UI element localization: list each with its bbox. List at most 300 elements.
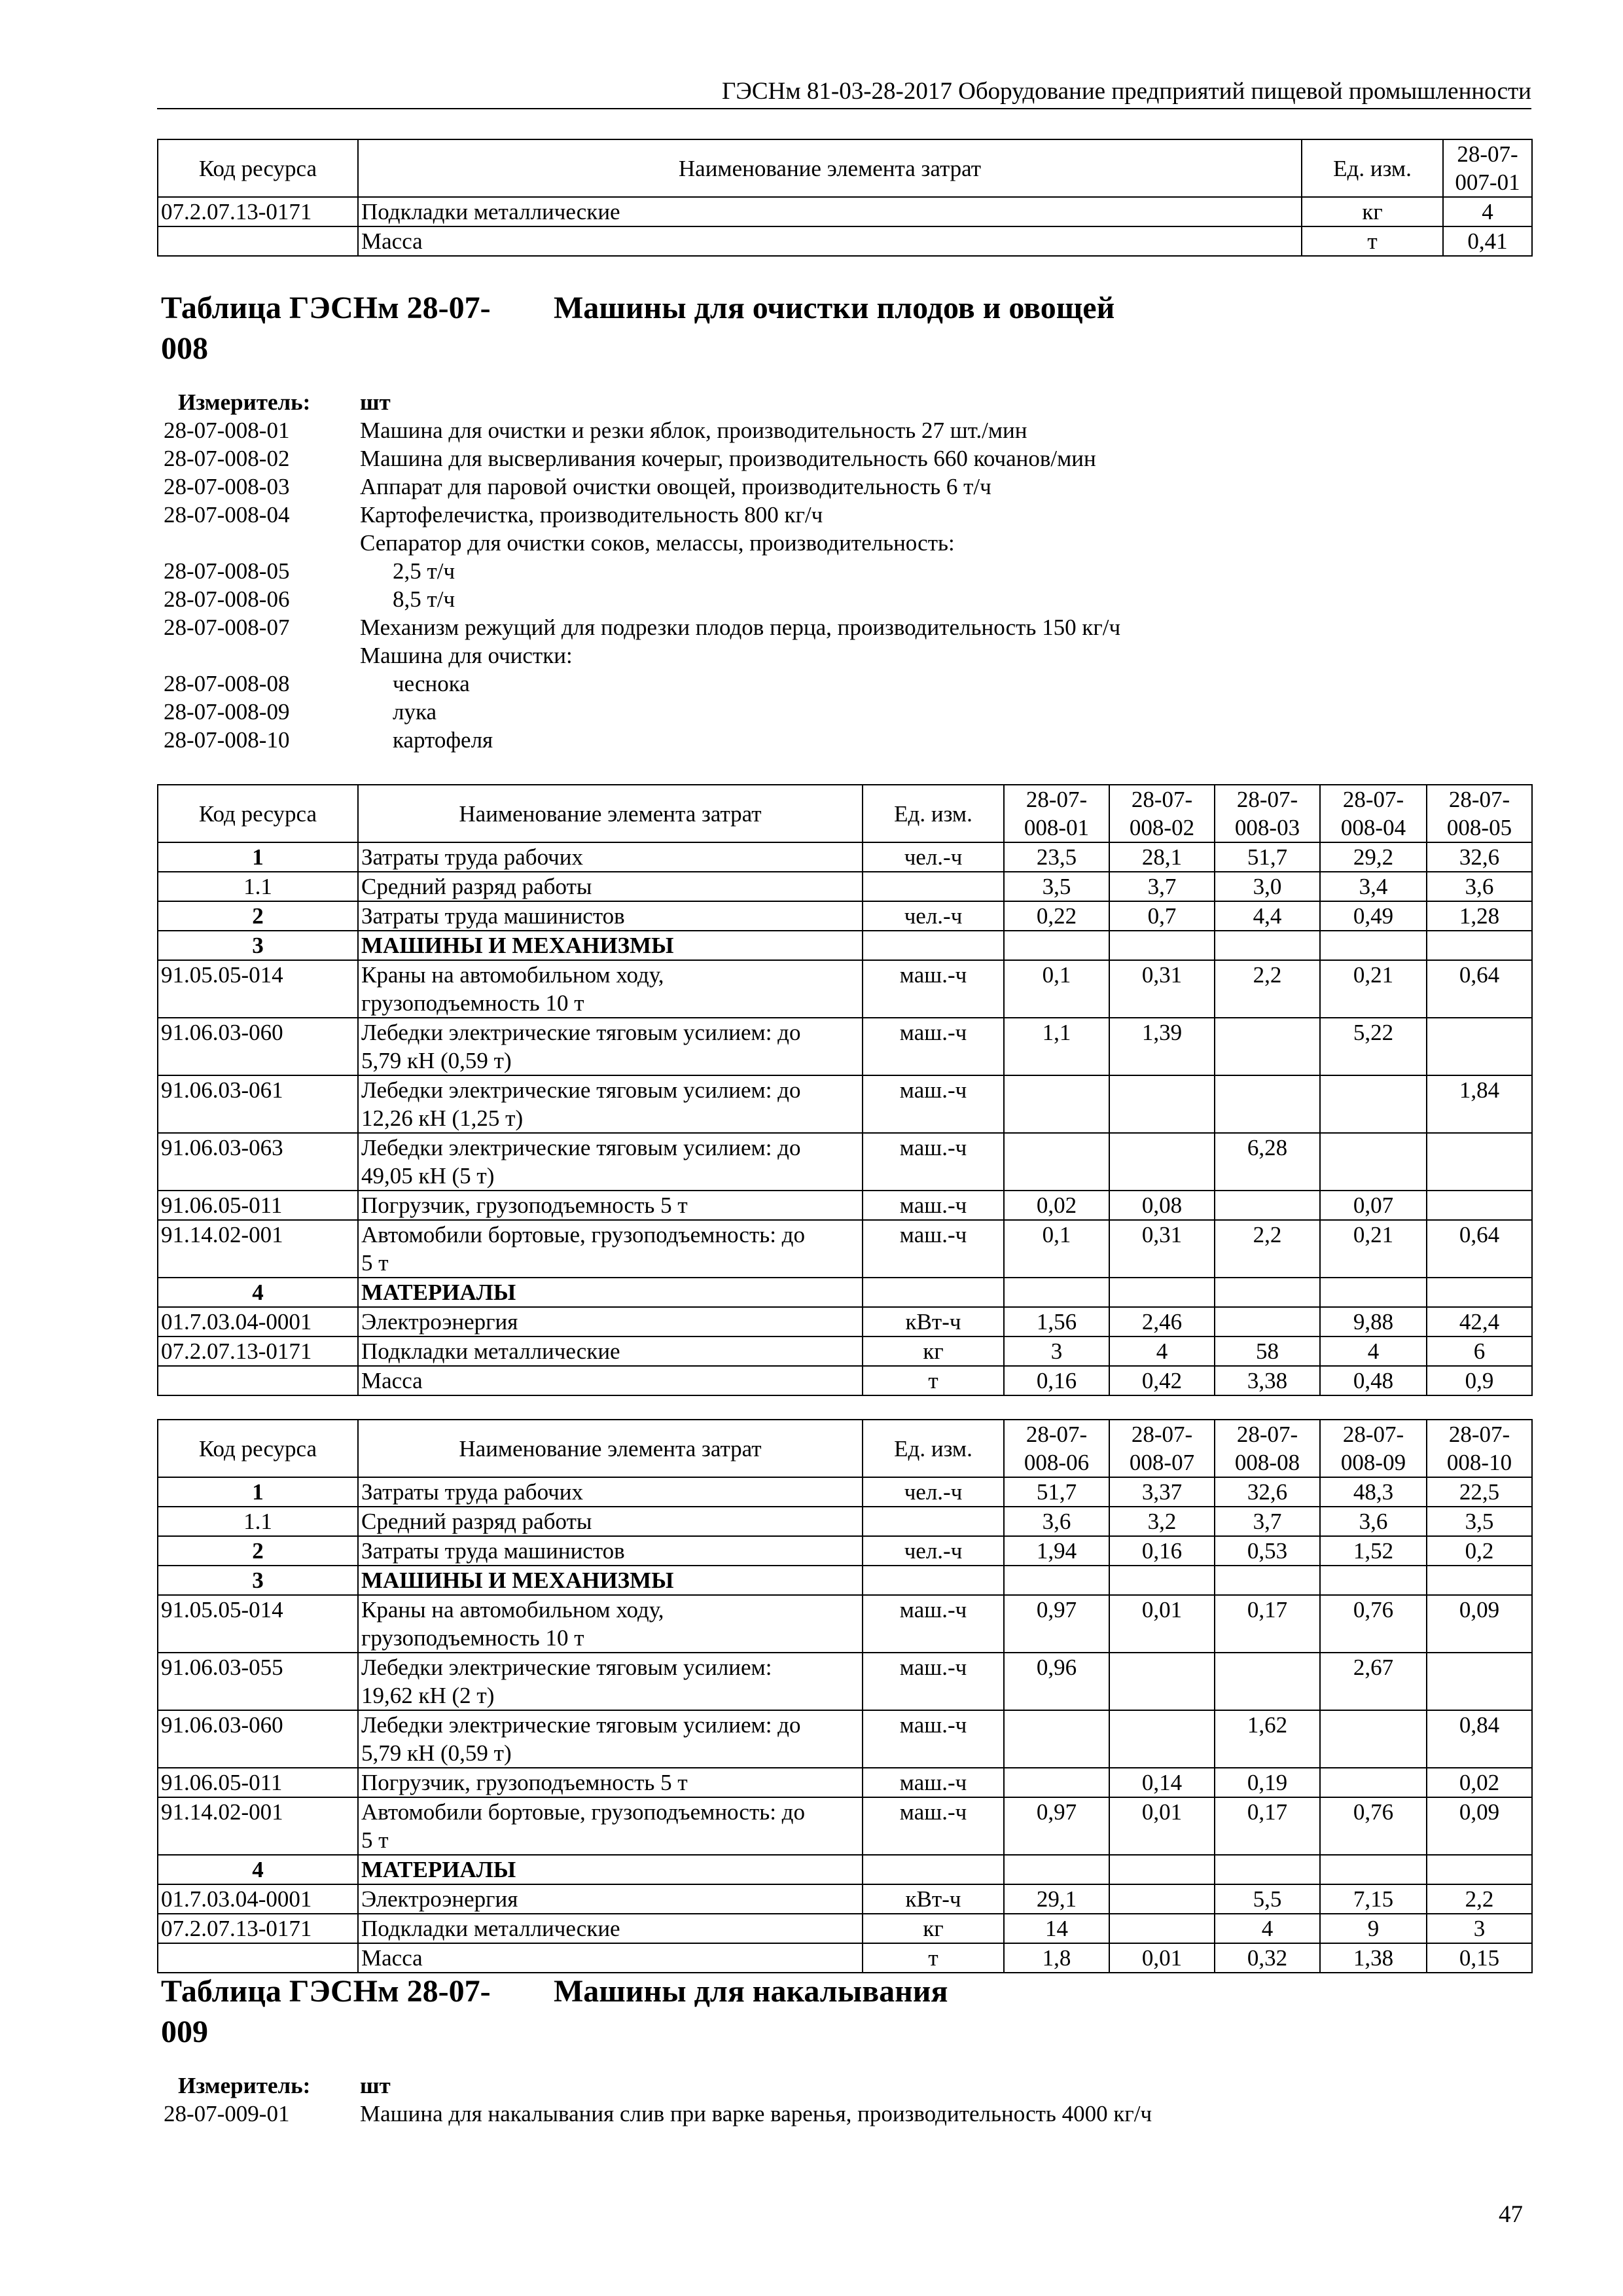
row-code: 91.06.03-060 xyxy=(158,1018,358,1075)
norm-description: лука xyxy=(393,699,437,725)
row-value: 6 xyxy=(1427,1336,1532,1366)
row-unit: чел.-ч xyxy=(863,842,1004,872)
row-value: 0,48 xyxy=(1320,1366,1427,1395)
row-unit: чел.-ч xyxy=(863,1477,1004,1507)
row-value: 3,37 xyxy=(1109,1477,1215,1507)
row-value: 0,22 xyxy=(1004,901,1109,931)
row-value: 3,38 xyxy=(1215,1366,1320,1395)
row-value xyxy=(1427,1653,1532,1710)
row-unit xyxy=(863,1278,1004,1307)
row-value: 0,17 xyxy=(1215,1797,1320,1855)
row-name-line: 5,79 кН (0,59 т) xyxy=(361,1048,512,1073)
norm-description: 8,5 т/ч xyxy=(393,586,455,612)
row-value: 0,01 xyxy=(1109,1943,1215,1973)
row-value: 0,64 xyxy=(1427,960,1532,1018)
row-value: 0,97 xyxy=(1004,1595,1109,1653)
row-value: 0,19 xyxy=(1215,1768,1320,1797)
row-name-line: Лебедки электрические тяговым усилием: до xyxy=(361,1077,801,1103)
row-value: 2,67 xyxy=(1320,1653,1427,1710)
row-name-line: грузоподъемность 10 т xyxy=(361,990,584,1016)
row-unit xyxy=(863,1566,1004,1595)
row-value xyxy=(1215,1075,1320,1133)
row-value: 0,41 xyxy=(1443,226,1532,256)
row-value xyxy=(1215,931,1320,960)
row-name-line: Затраты труда машинистов xyxy=(361,903,625,929)
header-code: Код ресурса xyxy=(158,139,358,197)
row-value: 3,5 xyxy=(1427,1507,1532,1536)
row-value: 0,76 xyxy=(1320,1595,1427,1653)
row-unit: кг xyxy=(1302,197,1443,226)
row-name xyxy=(358,1133,863,1191)
header-norm-line: 28-07- xyxy=(1131,1422,1193,1447)
row-value xyxy=(1004,1768,1109,1797)
row-name xyxy=(358,1653,863,1710)
row-value: 6,28 xyxy=(1215,1133,1320,1191)
row-value xyxy=(1109,1278,1215,1307)
row-unit: маш.-ч xyxy=(863,960,1004,1018)
row-unit: кг xyxy=(863,1914,1004,1943)
row-unit: кВт-ч xyxy=(863,1884,1004,1914)
row-code: 1 xyxy=(158,842,358,872)
table-row xyxy=(158,1220,1532,1278)
row-value: 2,46 xyxy=(1109,1307,1215,1336)
row-name-line: 5 т xyxy=(361,1827,389,1853)
row-value xyxy=(1109,1855,1215,1884)
row-code: 1 xyxy=(158,1477,358,1507)
row-code: 07.2.07.13-0171 xyxy=(158,197,358,226)
row-value: 0,16 xyxy=(1109,1536,1215,1566)
row-value: 3,6 xyxy=(1320,1507,1427,1536)
table-row xyxy=(158,931,1532,960)
row-value: 4 xyxy=(1109,1336,1215,1366)
table-row xyxy=(158,872,1532,901)
row-name xyxy=(358,1914,863,1943)
norm-description: картофеля xyxy=(393,727,493,753)
norm-description: чеснока xyxy=(393,671,470,696)
table-row xyxy=(158,1710,1532,1768)
row-value: 0,84 xyxy=(1427,1710,1532,1768)
norm-code: 28-07-008-04 xyxy=(164,502,290,528)
table-header-row xyxy=(158,785,1532,842)
row-name-line: Лебедки электрические тяговым усилием: xyxy=(361,1655,772,1680)
row-value: 0,02 xyxy=(1004,1191,1109,1220)
row-value: 9,88 xyxy=(1320,1307,1427,1336)
row-value: 48,3 xyxy=(1320,1477,1427,1507)
row-value: 29,2 xyxy=(1320,842,1427,872)
row-unit: маш.-ч xyxy=(863,1653,1004,1710)
unit-value: шт xyxy=(360,2073,391,2098)
row-code xyxy=(158,1366,358,1395)
row-code: 91.06.03-063 xyxy=(158,1133,358,1191)
row-value xyxy=(1004,1566,1109,1595)
row-name-line: Затраты труда рабочих xyxy=(361,1479,583,1505)
header-norm-column xyxy=(1109,1420,1215,1477)
row-name-line: Краны на автомобильном ходу, xyxy=(361,962,664,988)
unit-value: шт xyxy=(360,389,391,415)
norm-description: Машина для высверливания кочерыг, производительность 660 кочанов/мин xyxy=(360,446,1096,471)
row-value xyxy=(1320,1855,1427,1884)
row-code: 91.05.05-014 xyxy=(158,960,358,1018)
norm-code: 28-07-008-05 xyxy=(164,558,290,584)
row-code: 3 xyxy=(158,931,358,960)
row-name xyxy=(358,1566,863,1595)
row-unit: чел.-ч xyxy=(863,901,1004,931)
row-value: 9 xyxy=(1320,1914,1427,1943)
row-value: 14 xyxy=(1004,1914,1109,1943)
header-unit: Ед. изм. xyxy=(863,785,1004,842)
row-name-line: МАТЕРИАЛЫ xyxy=(361,1857,516,1882)
norm-description: Механизм режущий для подрезки плодов перца, производительность 150 кг/ч xyxy=(360,615,1121,640)
row-value xyxy=(1320,1710,1427,1768)
row-name xyxy=(358,1884,863,1914)
row-value: 0,2 xyxy=(1427,1536,1532,1566)
row-name-line: 5 т xyxy=(361,1250,389,1276)
row-value xyxy=(1004,1133,1109,1191)
row-code xyxy=(158,226,358,256)
row-code: 4 xyxy=(158,1855,358,1884)
row-value: 3,7 xyxy=(1215,1507,1320,1536)
row-value: 0,07 xyxy=(1320,1191,1427,1220)
row-value xyxy=(1427,1018,1532,1075)
header-norm-line: 008-02 xyxy=(1129,815,1195,840)
row-name-line: Затраты труда рабочих xyxy=(361,844,583,870)
header-norm-line: 008-07 xyxy=(1129,1450,1195,1475)
table-row xyxy=(158,1884,1532,1914)
resource-table-a xyxy=(157,784,1533,1396)
row-code: 2 xyxy=(158,901,358,931)
norm-code: 28-07-008-06 xyxy=(164,586,290,612)
norm-code: 28-07-008-03 xyxy=(164,474,290,499)
header-name: Наименование элемента затрат xyxy=(358,785,863,842)
resource-table-b xyxy=(157,1419,1533,1973)
row-value: 42,4 xyxy=(1427,1307,1532,1336)
table-row xyxy=(158,1477,1532,1507)
running-header: ГЭСНм 81-03-28-2017 Оборудование предприятий пищевой промышленности xyxy=(722,78,1531,105)
row-name-line: Масса xyxy=(361,1368,423,1393)
row-name xyxy=(358,1855,863,1884)
row-value: 0,16 xyxy=(1004,1366,1109,1395)
row-code: 2 xyxy=(158,1536,358,1566)
section-title-008 xyxy=(161,288,1115,369)
row-value xyxy=(1215,1653,1320,1710)
header-norm-column xyxy=(1004,1420,1109,1477)
row-value: 1,94 xyxy=(1004,1536,1109,1566)
row-name xyxy=(358,872,863,901)
header-unit: Ед. изм. xyxy=(1302,139,1443,197)
norm-description: 2,5 т/ч xyxy=(393,558,455,584)
row-name xyxy=(358,1278,863,1307)
row-value: 32,6 xyxy=(1427,842,1532,872)
row-value xyxy=(1109,1914,1215,1943)
norm-code: 28-07-008-07 xyxy=(164,615,290,640)
section-title-number: 009 xyxy=(161,2015,208,2049)
row-unit: маш.-ч xyxy=(863,1191,1004,1220)
row-code: 91.06.03-055 xyxy=(158,1653,358,1710)
row-value: 0,42 xyxy=(1109,1366,1215,1395)
header-norm-column xyxy=(1320,785,1427,842)
row-code: 1.1 xyxy=(158,1507,358,1536)
row-code: 07.2.07.13-0171 xyxy=(158,1914,358,1943)
row-value xyxy=(1320,931,1427,960)
unit-label: Измеритель: xyxy=(178,2073,311,2098)
row-value: 0,17 xyxy=(1215,1595,1320,1653)
section-title-number: 008 xyxy=(161,331,208,366)
table-row xyxy=(158,1943,1532,1973)
table-row xyxy=(158,197,1532,226)
row-unit: маш.-ч xyxy=(863,1220,1004,1278)
row-name-line: МАШИНЫ И МЕХАНИЗМЫ xyxy=(361,1568,674,1593)
table-row xyxy=(158,226,1532,256)
row-value: 1,52 xyxy=(1320,1536,1427,1566)
row-value xyxy=(1215,1307,1320,1336)
row-name xyxy=(358,1768,863,1797)
row-code: 1.1 xyxy=(158,872,358,901)
header-norm-line: 28-07- xyxy=(1342,1422,1404,1447)
row-name xyxy=(358,1710,863,1768)
row-unit: чел.-ч xyxy=(863,1536,1004,1566)
row-name-line: Средний разряд работы xyxy=(361,1509,592,1534)
row-name xyxy=(358,901,863,931)
row-name-line: 19,62 кН (2 т) xyxy=(361,1683,495,1708)
row-name xyxy=(358,1536,863,1566)
row-name-line: Погрузчик, грузоподъемность 5 т xyxy=(361,1770,688,1795)
row-unit: маш.-ч xyxy=(863,1595,1004,1653)
header-norm-line: 008-06 xyxy=(1024,1450,1090,1475)
row-code: 91.06.05-011 xyxy=(158,1191,358,1220)
row-value xyxy=(1109,1653,1215,1710)
row-value: 51,7 xyxy=(1215,842,1320,872)
row-name: Масса xyxy=(358,226,1302,256)
row-name xyxy=(358,1477,863,1507)
continuation-table xyxy=(157,139,1533,257)
table-row xyxy=(158,1797,1532,1855)
row-value: 1,62 xyxy=(1215,1710,1320,1768)
row-name xyxy=(358,1075,863,1133)
header-norm-line: 28-07- xyxy=(1448,787,1510,812)
row-value xyxy=(1215,1278,1320,1307)
row-unit xyxy=(863,931,1004,960)
norm-code: 28-07-008-08 xyxy=(164,671,290,696)
row-name xyxy=(358,842,863,872)
norm-code: 28-07-008-02 xyxy=(164,446,290,471)
row-value: 0,09 xyxy=(1427,1595,1532,1653)
row-code: 3 xyxy=(158,1566,358,1595)
row-name-line: Лебедки электрические тяговым усилием: до xyxy=(361,1712,801,1738)
page-number: 47 xyxy=(1499,2201,1523,2228)
row-code: 91.06.05-011 xyxy=(158,1768,358,1797)
row-name-line: МАТЕРИАЛЫ xyxy=(361,1280,516,1305)
header-unit: Ед. изм. xyxy=(863,1420,1004,1477)
row-value: 32,6 xyxy=(1215,1477,1320,1507)
row-value: 1,39 xyxy=(1109,1018,1215,1075)
table-row xyxy=(158,1653,1532,1710)
header-norm-line: 28-07- xyxy=(1026,1422,1088,1447)
header-norm-line: 28-07- xyxy=(1342,787,1404,812)
section-title-prefix: Таблица ГЭСНм 28-07- xyxy=(161,1974,491,2009)
header-norm-line: 28-07- xyxy=(1026,787,1088,812)
row-value: 0,76 xyxy=(1320,1797,1427,1855)
row-value: 0,64 xyxy=(1427,1220,1532,1278)
row-value: 4 xyxy=(1320,1336,1427,1366)
table-row xyxy=(158,1566,1532,1595)
row-value: 0,9 xyxy=(1427,1366,1532,1395)
row-value: 29,1 xyxy=(1004,1884,1109,1914)
row-name-line: Масса xyxy=(361,1945,423,1971)
header-code: Код ресурса xyxy=(158,1420,358,1477)
row-name-line: Погрузчик, грузоподъемность 5 т xyxy=(361,1193,688,1218)
header-norm-line1: 28-07- xyxy=(1457,141,1518,167)
row-name-line: Лебедки электрические тяговым усилием: до xyxy=(361,1020,801,1045)
row-name xyxy=(358,960,863,1018)
row-value xyxy=(1427,931,1532,960)
row-name-line: Подкладки металлические xyxy=(361,1338,620,1364)
section-title-prefix: Таблица ГЭСНм 28-07- xyxy=(161,291,491,325)
row-code: 07.2.07.13-0171 xyxy=(158,1336,358,1366)
table-row xyxy=(158,1768,1532,1797)
row-value xyxy=(1320,1768,1427,1797)
row-unit: т xyxy=(1302,226,1443,256)
row-value: 4 xyxy=(1215,1914,1320,1943)
row-value: 3,6 xyxy=(1427,872,1532,901)
row-value xyxy=(1215,1018,1320,1075)
norm-description: Машина для очистки и резки яблок, производительность 27 шт./мин xyxy=(360,418,1027,443)
norm-description: Машина для очистки: xyxy=(360,643,573,668)
row-unit xyxy=(863,872,1004,901)
row-value: 0,32 xyxy=(1215,1943,1320,1973)
norm-code: 28-07-009-01 xyxy=(164,2101,290,2126)
row-name xyxy=(358,1943,863,1973)
row-name-line: Средний разряд работы xyxy=(361,874,592,899)
row-code: 01.7.03.04-0001 xyxy=(158,1307,358,1336)
row-value xyxy=(1320,1278,1427,1307)
row-value: 3,6 xyxy=(1004,1507,1109,1536)
header-norm xyxy=(1443,139,1532,197)
table-header-row xyxy=(158,139,1532,197)
row-unit xyxy=(863,1507,1004,1536)
header-norm-line: 008-03 xyxy=(1234,815,1300,840)
row-value: 1,28 xyxy=(1427,901,1532,931)
row-name-line: Затраты труда машинистов xyxy=(361,1538,625,1564)
norm-description: Машина для накалывания слив при варке варенья, производительность 4000 кг/ч xyxy=(360,2101,1152,2126)
row-name xyxy=(358,1307,863,1336)
row-name-line: Краны на автомобильном ходу, xyxy=(361,1597,664,1623)
norm-code: 28-07-008-01 xyxy=(164,418,290,443)
row-code: 4 xyxy=(158,1278,358,1307)
section-title-name: Машины для накалывания xyxy=(554,1974,948,2009)
header-norm-column xyxy=(1215,785,1320,842)
row-code: 91.06.03-060 xyxy=(158,1710,358,1768)
row-value: 3 xyxy=(1004,1336,1109,1366)
row-value: 7,15 xyxy=(1320,1884,1427,1914)
row-value xyxy=(1109,1884,1215,1914)
row-value xyxy=(1215,1566,1320,1595)
table-row xyxy=(158,901,1532,931)
header-norm-line: 008-09 xyxy=(1340,1450,1406,1475)
row-name xyxy=(358,1507,863,1536)
row-value: 0,01 xyxy=(1109,1595,1215,1653)
row-unit: т xyxy=(863,1366,1004,1395)
row-name-line: Электроэнергия xyxy=(361,1309,518,1335)
header-norm-line: 008-04 xyxy=(1340,815,1406,840)
row-value xyxy=(1320,1075,1427,1133)
row-value: 3,4 xyxy=(1320,872,1427,901)
table-header-row xyxy=(158,1420,1532,1477)
row-value xyxy=(1427,1278,1532,1307)
row-name-line: 5,79 кН (0,59 т) xyxy=(361,1740,512,1766)
header-norm-column xyxy=(1427,785,1532,842)
row-unit: кВт-ч xyxy=(863,1307,1004,1336)
table-row xyxy=(158,1278,1532,1307)
header-norm-column xyxy=(1215,1420,1320,1477)
row-unit: маш.-ч xyxy=(863,1768,1004,1797)
row-name xyxy=(358,1336,863,1366)
row-value xyxy=(1427,1855,1532,1884)
norm-description: Картофелечистка, производительность 800 кг/ч xyxy=(360,502,823,528)
row-value: 1,1 xyxy=(1004,1018,1109,1075)
row-value: 0,15 xyxy=(1427,1943,1532,1973)
row-value xyxy=(1004,1075,1109,1133)
row-value xyxy=(1109,1075,1215,1133)
row-code: 91.06.03-061 xyxy=(158,1075,358,1133)
table-row xyxy=(158,1307,1532,1336)
row-value: 3,7 xyxy=(1109,872,1215,901)
row-value: 4 xyxy=(1443,197,1532,226)
row-name xyxy=(358,1191,863,1220)
header-norm-column xyxy=(1109,785,1215,842)
header-name: Наименование элемента затрат xyxy=(358,1420,863,1477)
table-row xyxy=(158,1914,1532,1943)
norm-code: 28-07-008-10 xyxy=(164,727,290,753)
row-name-line: Лебедки электрические тяговым усилием: до xyxy=(361,1135,801,1160)
row-code xyxy=(158,1943,358,1973)
table-row xyxy=(158,1536,1532,1566)
row-value xyxy=(1215,1191,1320,1220)
header-code: Код ресурса xyxy=(158,785,358,842)
row-value: 0,14 xyxy=(1109,1768,1215,1797)
row-value: 0,02 xyxy=(1427,1768,1532,1797)
table-row xyxy=(158,1191,1532,1220)
row-value: 1,84 xyxy=(1427,1075,1532,1133)
row-value: 0,53 xyxy=(1215,1536,1320,1566)
row-value: 0,97 xyxy=(1004,1797,1109,1855)
row-value: 0,31 xyxy=(1109,1220,1215,1278)
row-unit: маш.-ч xyxy=(863,1133,1004,1191)
row-name xyxy=(358,931,863,960)
row-value: 5,22 xyxy=(1320,1018,1427,1075)
row-value: 0,1 xyxy=(1004,1220,1109,1278)
row-value: 0,96 xyxy=(1004,1653,1109,1710)
header-norm-column xyxy=(1427,1420,1532,1477)
norm-code: 28-07-008-09 xyxy=(164,699,290,725)
row-value: 3,0 xyxy=(1215,872,1320,901)
row-value: 3 xyxy=(1427,1914,1532,1943)
header-norm-line: 28-07- xyxy=(1236,1422,1298,1447)
row-unit: т xyxy=(863,1943,1004,1973)
row-value xyxy=(1427,1133,1532,1191)
row-value xyxy=(1004,1855,1109,1884)
header-norm-column xyxy=(1004,785,1109,842)
row-value xyxy=(1109,931,1215,960)
header-norm-line: 008-08 xyxy=(1234,1450,1300,1475)
row-value: 1,8 xyxy=(1004,1943,1109,1973)
row-unit: кг xyxy=(863,1336,1004,1366)
table-row xyxy=(158,842,1532,872)
header-norm-line: 28-07- xyxy=(1448,1422,1510,1447)
row-value: 0,7 xyxy=(1109,901,1215,931)
row-name-line: МАШИНЫ И МЕХАНИЗМЫ xyxy=(361,933,674,958)
header-norm-line: 28-07- xyxy=(1236,787,1298,812)
section-title-name: Машины для очистки плодов и овощей xyxy=(554,291,1115,325)
